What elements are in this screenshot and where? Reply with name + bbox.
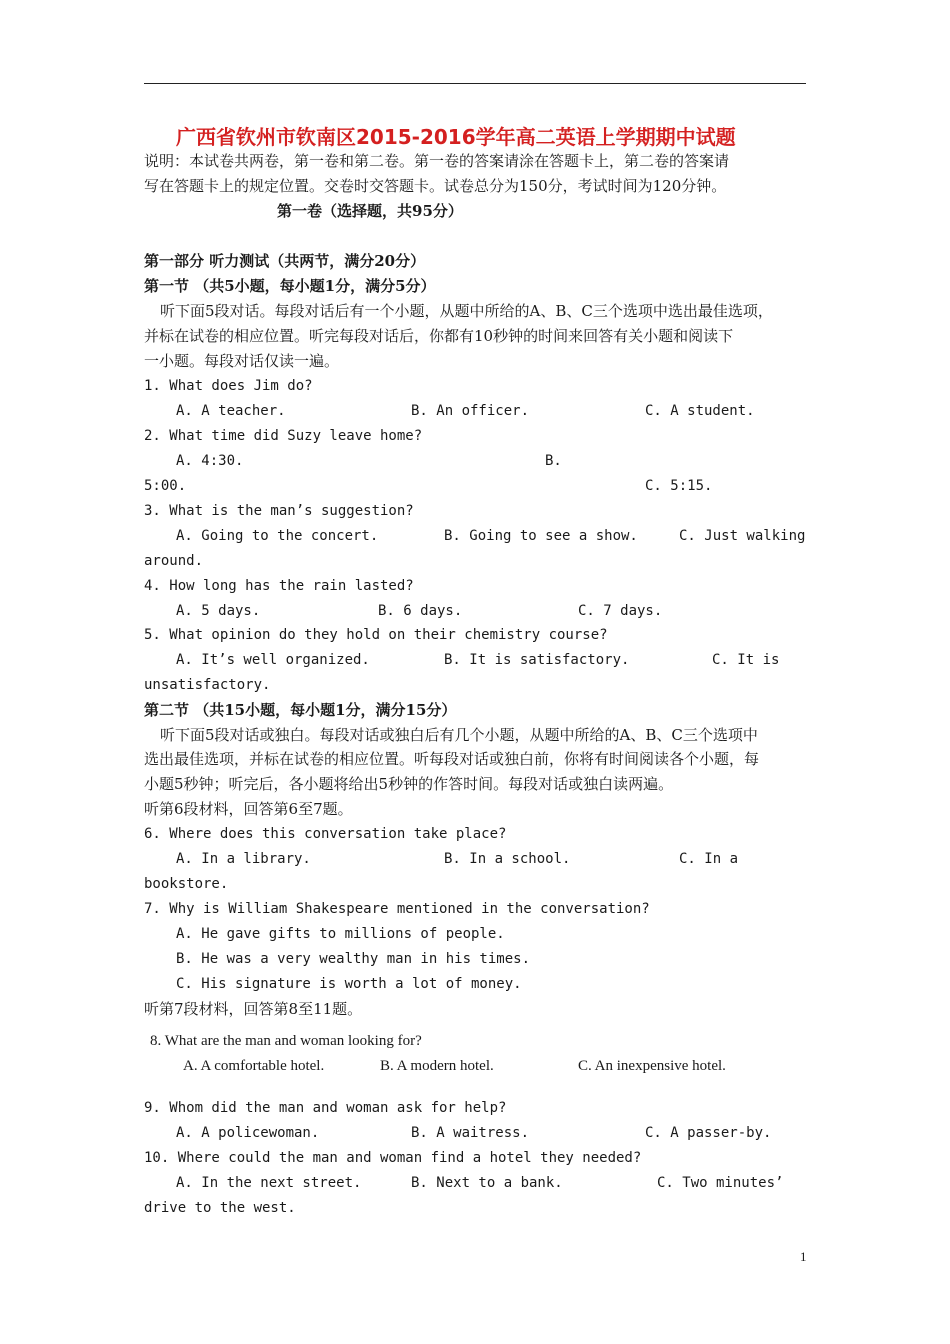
question-4-option-c: C. 7 days.: [578, 603, 663, 619]
material-7-note: 听第7段材料，回答第8至11题。: [144, 1000, 363, 1018]
question-1-option-c: C. A student.: [645, 403, 755, 419]
question-6-stem: 6. Where does this conversation take place?: [144, 826, 507, 842]
question-4-option-b: B. 6 days.: [378, 603, 463, 619]
question-3-option-b: B. Going to see a show.: [444, 528, 638, 544]
page-number: 1: [800, 1249, 807, 1264]
question-10-option-a: A. In the next street.: [176, 1175, 362, 1191]
question-5-option-c: C. It is: [712, 652, 780, 668]
question-4-option-a: A. 5 days.: [176, 603, 261, 619]
volume-heading: 第一卷（选择题，共95分）: [277, 202, 463, 220]
question-1-option-a: A. A teacher.: [176, 403, 286, 419]
question-2-stem: 2. What time did Suzy leave home?: [144, 428, 423, 444]
question-7-stem: 7. Why is William Shakespeare mentioned in the conversation?: [144, 901, 650, 917]
question-1-option-b: B. An officer.: [411, 403, 530, 419]
question-8-option-b: B. A modern hotel.: [380, 1058, 494, 1074]
question-4-stem: 4. How long has the rain lasted?: [144, 578, 414, 594]
question-7-option-a: A. He gave gifts to millions of people.: [176, 926, 505, 942]
question-8-option-a: A. A comfortable hotel.: [183, 1058, 325, 1074]
section1-instructions-3: 一小题。每段对话仅读一遍。: [144, 352, 340, 370]
question-5-option-c-cont: unsatisfactory.: [144, 677, 271, 693]
question-6-option-b: B. In a school.: [444, 851, 571, 867]
question-8-stem: 8. What are the man and woman looking for?: [150, 1033, 422, 1049]
question-2-option-a: A. 4:30.: [176, 453, 244, 469]
question-10-option-c: C. Two minutes’: [657, 1175, 784, 1191]
question-7-option-c: C. His signature is worth a lot of money.: [176, 976, 522, 992]
question-10-stem: 10. Where could the man and woman find a hotel they needed?: [144, 1150, 642, 1166]
intro-line-1: 说明：本试卷共两卷，第一卷和第二卷。第一卷的答案请涂在答题卡上，第二卷的答案请: [144, 152, 730, 170]
question-8-option-c: C. An inexpensive hotel.: [578, 1058, 726, 1074]
section2-instructions-3: 小题5秒钟；听完后，各小题将给出5秒钟的作答时间。每段对话或独白读两遍。: [144, 775, 674, 793]
header-rule: [144, 83, 806, 84]
question-6-option-c: C. In a: [679, 851, 739, 867]
section1-instructions-2: 并标在试卷的相应位置。听完每段对话后，你都有10秒钟的时间来回答有关小题和阅读下: [144, 327, 734, 345]
question-2-option-b-value: 5:00.: [144, 478, 187, 494]
part-heading: 第一部分 听力测试（共两节，满分20分）: [144, 252, 426, 270]
question-9-stem: 9. Whom did the man and woman ask for help?: [144, 1100, 507, 1116]
question-10-option-b: B. Next to a bank.: [411, 1175, 563, 1191]
question-1-stem: 1. What does Jim do?: [144, 378, 313, 394]
section2-instructions-2: 选出最佳选项，并标在试卷的相应位置。听每段对话或独白前，你将有时间阅读各个小题，每: [144, 750, 760, 768]
question-2-option-c: C. 5:15.: [645, 478, 713, 494]
material-6-note: 听第6段材料，回答第6至7题。: [144, 800, 353, 818]
question-9-option-c: C. A passer-by.: [645, 1125, 772, 1141]
question-5-option-b: B. It is satisfactory.: [444, 652, 630, 668]
intro-line-2: 写在答题卡上的规定位置。交卷时交答题卡。试卷总分为150分，考试时间为120分钟。: [144, 177, 727, 195]
question-3-option-a: A. Going to the concert.: [176, 528, 379, 544]
section2-instructions-1: 听下面5段对话或独白。每段对话或独白后有几个小题，从题中所给的A、B、C三个选项中: [160, 726, 758, 744]
section2-heading: 第二节 （共15小题，每小题1分，满分15分）: [144, 701, 457, 719]
question-2-option-b: B.: [545, 453, 562, 469]
question-9-option-a: A. A policewoman.: [176, 1125, 320, 1141]
section1-instructions-1: 听下面5段对话。每段对话后有一个小题，从题中所给的A、B、C三个选项中选出最佳选项，: [160, 302, 773, 320]
question-6-option-a: A. In a library.: [176, 851, 311, 867]
question-6-option-c-cont: bookstore.: [144, 876, 229, 892]
section1-heading: 第一节 （共5小题，每小题1分，满分5分）: [144, 277, 436, 295]
question-10-option-c-cont: drive to the west.: [144, 1200, 296, 1216]
question-3-option-c: C. Just walking: [679, 528, 806, 544]
question-3-option-c-cont: around.: [144, 553, 204, 569]
question-9-option-b: B. A waitress.: [411, 1125, 530, 1141]
question-7-option-b: B. He was a very wealthy man in his times.: [176, 951, 531, 967]
question-3-stem: 3. What is the man’s suggestion?: [144, 503, 414, 519]
page-title: 广西省钦州市钦南区2015-2016学年高二英语上学期期中试题: [176, 125, 736, 149]
question-5-stem: 5. What opinion do they hold on their chemistry course?: [144, 627, 608, 643]
question-5-option-a: A. It’s well organized.: [176, 652, 370, 668]
